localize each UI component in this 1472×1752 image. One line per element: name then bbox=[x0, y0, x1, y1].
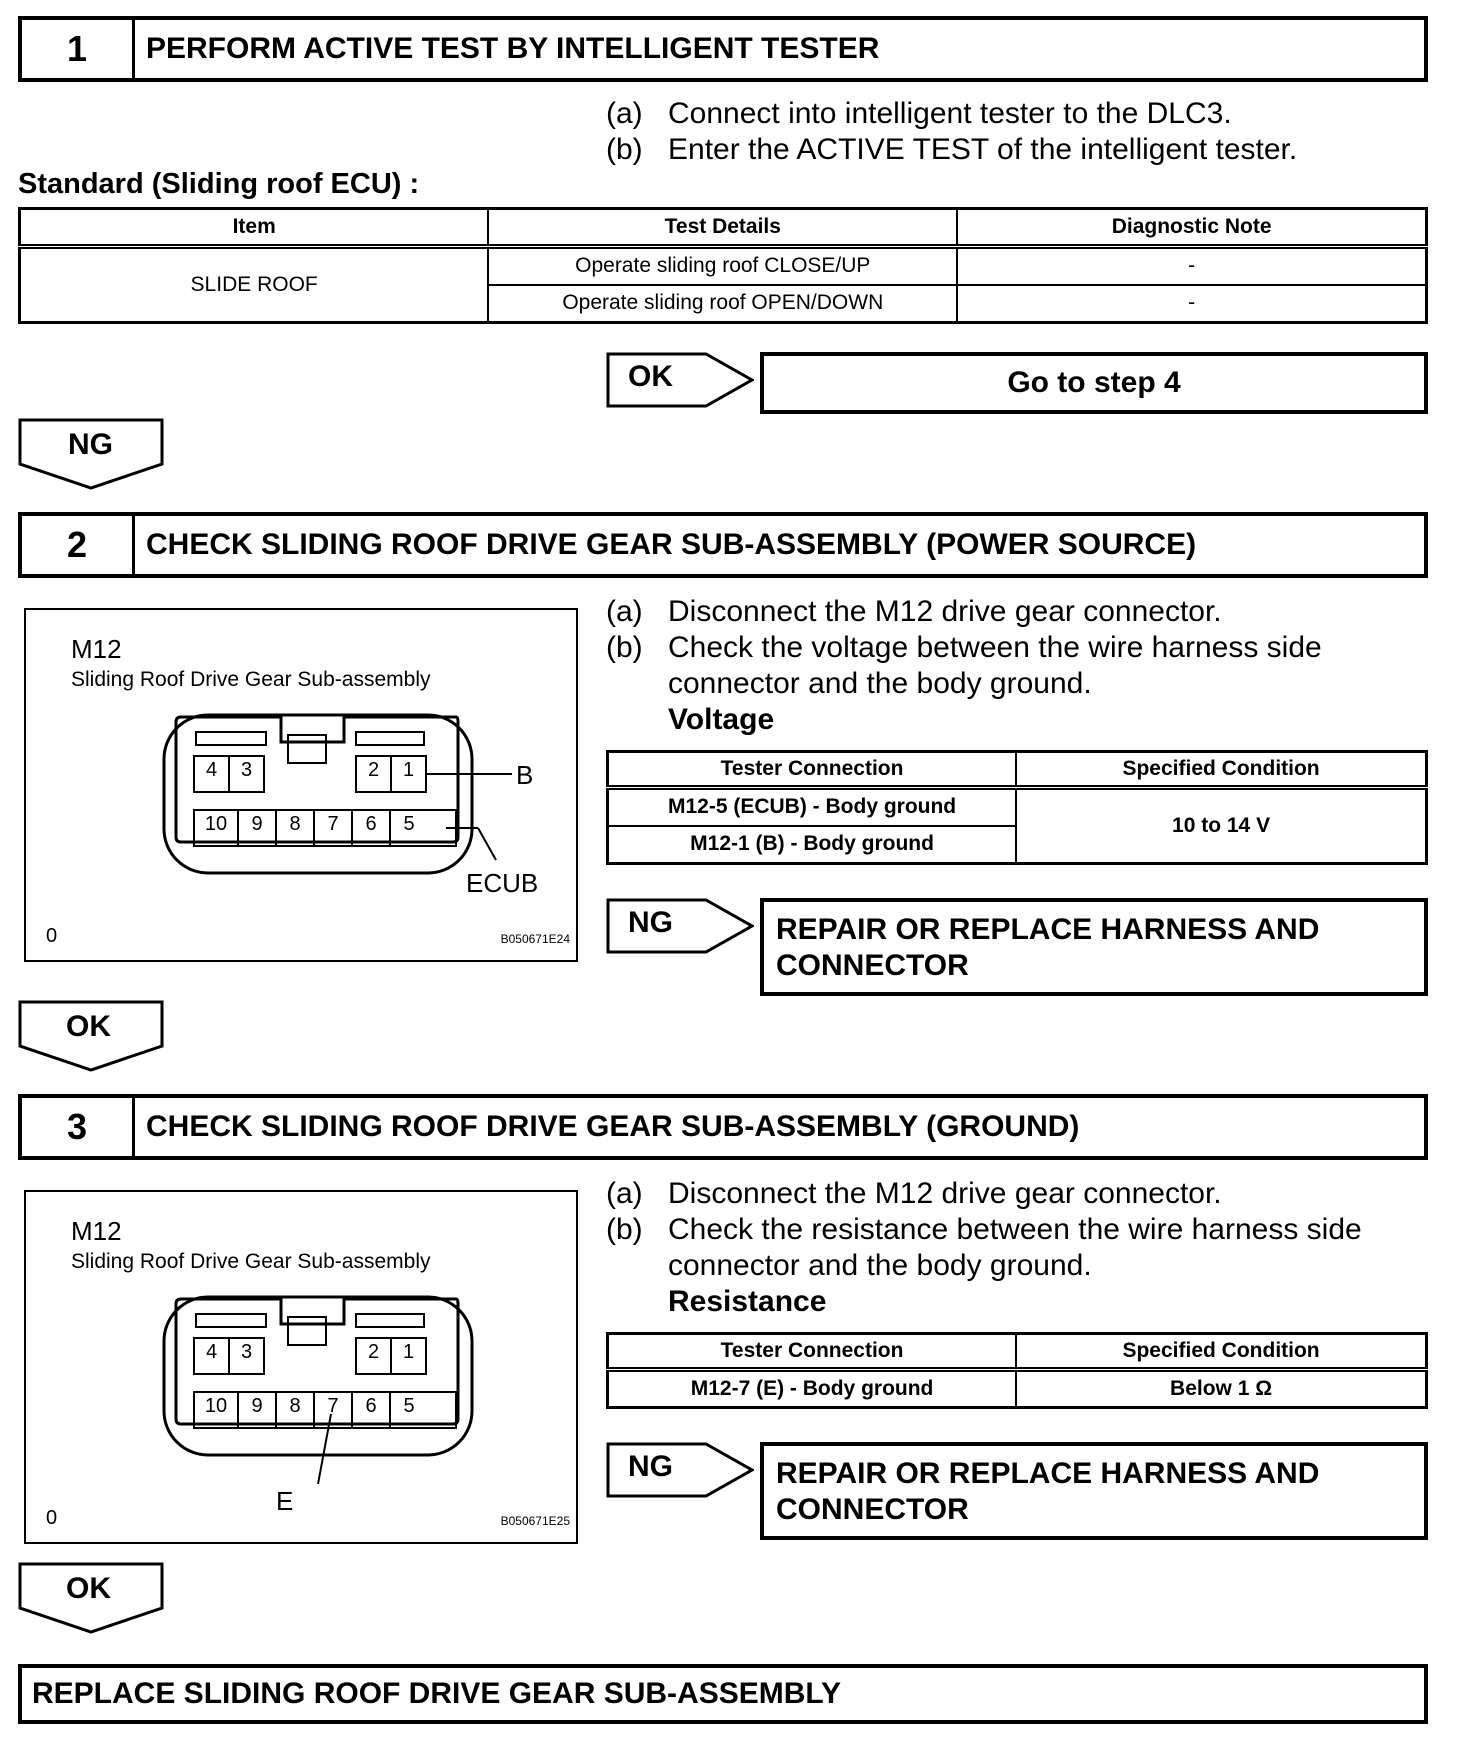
connector-figure-m12-power bbox=[24, 608, 578, 962]
callout-ecub: ECUB bbox=[466, 868, 539, 898]
step-3-header bbox=[18, 1094, 1428, 1160]
voltage-table bbox=[606, 750, 1428, 865]
step-number: 1 bbox=[22, 20, 135, 78]
pin-label: 1 bbox=[402, 759, 415, 781]
connector-diagram bbox=[26, 610, 576, 960]
active-test-table bbox=[18, 207, 1428, 324]
step-title: CHECK SLIDING ROOF DRIVE GEAR SUB-ASSEMBLY (POWER SOURCE) bbox=[146, 528, 1197, 561]
col-header-item: Item bbox=[20, 209, 489, 247]
table-cell-detail: Operate sliding roof OPEN/DOWN bbox=[488, 285, 957, 323]
standard-label: Standard (Sliding roof ECU) : bbox=[18, 168, 420, 200]
col-header-tester-connection: Tester Connection bbox=[608, 1334, 1017, 1370]
repair-harness-box bbox=[760, 1442, 1428, 1540]
pin-label: 8 bbox=[289, 813, 301, 835]
pin-label: 5 bbox=[403, 813, 415, 835]
ng-label: NG bbox=[68, 428, 113, 461]
table-cell-note: - bbox=[957, 285, 1426, 323]
step-number: 3 bbox=[22, 1098, 135, 1156]
pin-label: 8 bbox=[289, 1395, 301, 1417]
table-cell-connection: M12-1 (B) - Body ground bbox=[608, 826, 1017, 864]
table-cell-note: - bbox=[957, 247, 1426, 285]
ok-label: OK bbox=[628, 360, 673, 393]
table-cell-connection: M12-5 (ECUB) - Body ground bbox=[608, 788, 1017, 826]
repair-harness-box bbox=[760, 898, 1428, 996]
pin-label: 3 bbox=[240, 1341, 253, 1363]
step-number: 2 bbox=[22, 516, 135, 574]
connector-id: M12 bbox=[71, 1216, 122, 1246]
go-to-step-text: Go to step 4 bbox=[1007, 366, 1181, 399]
step-title: CHECK SLIDING ROOF DRIVE GEAR SUB-ASSEMBLY (GROUND) bbox=[146, 1110, 1080, 1143]
figure-corner-mark: 0 bbox=[46, 1507, 58, 1529]
callout-e: E bbox=[276, 1486, 294, 1516]
pin-label: 3 bbox=[240, 759, 253, 781]
connector-diagram bbox=[26, 1192, 576, 1542]
figure-code: B050671E25 bbox=[500, 1514, 570, 1528]
final-action-box bbox=[18, 1664, 1428, 1724]
final-action-title: REPLACE SLIDING ROOF DRIVE GEAR SUB-ASSEMBLY bbox=[32, 1677, 841, 1710]
figure-code: B050671E24 bbox=[500, 932, 570, 946]
step-title: PERFORM ACTIVE TEST BY INTELLIGENT TESTER bbox=[146, 32, 880, 65]
table-cell-condition: Below 1 Ω bbox=[1016, 1370, 1426, 1408]
callout-b: B bbox=[516, 760, 534, 790]
pin-label: 9 bbox=[251, 1395, 263, 1417]
connector-id: M12 bbox=[71, 634, 122, 664]
table-cell-connection: M12-7 (E) - Body ground bbox=[608, 1370, 1017, 1408]
repair-text-line2: CONNECTOR bbox=[776, 1493, 969, 1526]
step-2-header bbox=[18, 512, 1428, 578]
pin-label: 2 bbox=[367, 759, 380, 781]
col-header-test-details: Test Details bbox=[488, 209, 957, 247]
pin-label: 5 bbox=[403, 1395, 415, 1417]
ok-label: OK bbox=[66, 1010, 111, 1043]
pin-label: 6 bbox=[365, 1395, 377, 1417]
pin-label: 10 bbox=[204, 813, 228, 835]
repair-text-line2: CONNECTOR bbox=[776, 949, 969, 982]
repair-text-line1: REPAIR OR REPLACE HARNESS AND bbox=[776, 1457, 1320, 1490]
pin-label: 4 bbox=[205, 1341, 218, 1363]
table-cell-detail: Operate sliding roof CLOSE/UP bbox=[488, 247, 957, 285]
pin-label: 10 bbox=[204, 1395, 228, 1417]
table-cell-condition: 10 to 14 V bbox=[1016, 788, 1426, 864]
ng-label: NG bbox=[628, 906, 673, 939]
figure-corner-mark: 0 bbox=[46, 925, 58, 947]
connector-caption: Sliding Roof Drive Gear Sub-assembly bbox=[71, 1250, 431, 1273]
pin-label: 9 bbox=[251, 813, 263, 835]
resistance-table bbox=[606, 1332, 1428, 1409]
pin-label: 6 bbox=[365, 813, 377, 835]
pin-label: 4 bbox=[205, 759, 218, 781]
connector-caption: Sliding Roof Drive Gear Sub-assembly bbox=[71, 668, 431, 691]
step-1-header bbox=[18, 16, 1428, 82]
col-header-tester-connection: Tester Connection bbox=[608, 752, 1017, 788]
go-to-step-box bbox=[760, 352, 1428, 414]
col-header-diagnostic-note: Diagnostic Note bbox=[957, 209, 1426, 247]
pin-label: 7 bbox=[327, 1395, 339, 1417]
measure-label: Voltage bbox=[668, 703, 775, 736]
col-header-specified-condition: Specified Condition bbox=[1016, 1334, 1426, 1370]
table-cell-item: SLIDE ROOF bbox=[20, 247, 489, 323]
ng-label: NG bbox=[628, 1450, 673, 1483]
repair-text-line1: REPAIR OR REPLACE HARNESS AND bbox=[776, 913, 1320, 946]
pin-label: 7 bbox=[327, 813, 339, 835]
ok-label: OK bbox=[66, 1572, 111, 1605]
col-header-specified-condition: Specified Condition bbox=[1016, 752, 1426, 788]
pin-label: 2 bbox=[367, 1341, 380, 1363]
connector-figure-m12-ground bbox=[24, 1190, 578, 1544]
pin-label: 1 bbox=[402, 1341, 415, 1363]
measure-label: Resistance bbox=[668, 1285, 827, 1318]
